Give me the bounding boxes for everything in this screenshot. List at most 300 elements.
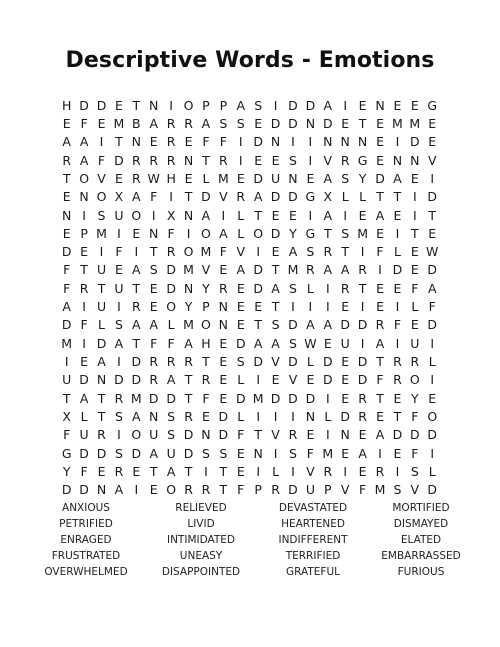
grid-letter: R xyxy=(62,152,72,168)
grid-row xyxy=(58,224,441,242)
grid-letter: R xyxy=(149,354,159,370)
grid-letter: L xyxy=(341,189,349,205)
grid-letter: T xyxy=(132,280,141,296)
grid-letter: O xyxy=(166,482,177,498)
grid-letter: A xyxy=(236,97,246,113)
grid-letter: S xyxy=(410,463,419,479)
grid-letter: R xyxy=(271,482,280,498)
grid-letter: D xyxy=(340,408,351,424)
grid-letter: E xyxy=(219,262,228,278)
grid-letter: N xyxy=(183,207,194,223)
grid-letter: N xyxy=(149,408,159,424)
grid-letter: L xyxy=(306,280,314,296)
grid-letter: T xyxy=(149,463,158,479)
grid-letter: D xyxy=(410,427,420,443)
grid-letter: F xyxy=(167,335,175,351)
grid-letter: M xyxy=(96,225,107,241)
grid-letter: D xyxy=(131,354,142,370)
grid-letter: N xyxy=(96,372,107,388)
grid-letter: N xyxy=(149,225,159,241)
grid-letter: I xyxy=(412,189,417,205)
grid-letter: T xyxy=(271,299,280,315)
grid-letter: U xyxy=(149,427,159,443)
grid-letter: A xyxy=(166,463,176,479)
grid-letter: M xyxy=(217,170,229,186)
grid-letter: I xyxy=(134,244,139,260)
grid-letter: E xyxy=(219,372,228,388)
grid-letter: E xyxy=(62,189,71,205)
grid-letter: P xyxy=(202,299,210,315)
grid-letter: N xyxy=(62,207,72,223)
grid-letter: A xyxy=(236,262,246,278)
grid-row xyxy=(58,279,441,297)
grid-letter: T xyxy=(428,207,437,223)
grid-letter: T xyxy=(202,152,210,168)
grid-letter: U xyxy=(340,335,350,351)
grid-letter: R xyxy=(149,152,159,168)
grid-letter: N xyxy=(392,152,403,168)
grid-letter: E xyxy=(236,445,245,461)
grid-letter: I xyxy=(360,299,365,315)
grid-letter: E xyxy=(393,97,402,113)
grid-letter: A xyxy=(166,372,176,388)
grid-letter: A xyxy=(132,262,141,278)
grid-letter: E xyxy=(306,170,315,186)
grid-letter: A xyxy=(393,170,402,186)
grid-letter: N xyxy=(305,115,316,131)
grid-letter: R xyxy=(323,463,333,479)
grid-letter: E xyxy=(341,372,350,388)
grid-letter: I xyxy=(221,207,226,223)
grid-letter: L xyxy=(167,317,175,333)
grid-letter: R xyxy=(236,189,246,205)
grid-letter: X xyxy=(62,408,71,424)
grid-letter: D xyxy=(270,115,281,131)
grid-letter: U xyxy=(166,445,176,461)
grid-letter: G xyxy=(357,152,368,168)
grid-letter: T xyxy=(115,134,123,150)
grid-letter: E xyxy=(219,390,228,406)
grid-letter: T xyxy=(219,463,228,479)
grid-letter: E xyxy=(149,280,158,296)
grid-letter: T xyxy=(393,408,402,424)
grid-letter: L xyxy=(237,207,245,223)
grid-letter: H xyxy=(62,97,72,113)
grid-letter: S xyxy=(341,170,350,186)
grid-letter: U xyxy=(79,427,89,443)
grid-letter: T xyxy=(97,280,106,296)
word-bank-item: ENRAGED xyxy=(60,534,112,546)
grid-letter: D xyxy=(183,427,194,443)
grid-letter: D xyxy=(427,317,438,333)
grid-letter: M xyxy=(357,225,368,241)
word-bank-item: UNEASY xyxy=(179,550,223,562)
grid-letter: L xyxy=(237,225,245,241)
grid-letter: X xyxy=(166,207,176,223)
grid-letter: Y xyxy=(289,225,297,241)
grid-letter: R xyxy=(131,299,141,315)
grid-letter: I xyxy=(99,134,104,150)
grid-letter: Y xyxy=(184,299,193,315)
grid-letter: I xyxy=(169,97,173,113)
grid-letter: D xyxy=(131,372,142,388)
grid-letter: W xyxy=(147,170,160,186)
word-bank-item: MORTIFIED xyxy=(392,502,450,514)
grid-letter: I xyxy=(256,244,261,260)
grid-letter: T xyxy=(376,390,384,406)
grid-letter: I xyxy=(291,408,295,424)
grid-letter: S xyxy=(114,317,123,333)
grid-row xyxy=(58,151,441,169)
grid-letter: D xyxy=(96,97,107,113)
grid-letter: R xyxy=(184,408,193,424)
grid-row xyxy=(58,114,441,132)
grid-letter: E xyxy=(149,482,158,498)
grid-letter: R xyxy=(184,482,193,498)
grid-letter: E xyxy=(149,134,158,150)
grid-letter: D xyxy=(305,97,316,113)
grid-letter: D xyxy=(253,134,263,150)
grid-letter: D xyxy=(79,482,89,498)
grid-letter: I xyxy=(378,445,382,461)
grid-letter: D xyxy=(288,115,298,131)
grid-letter: V xyxy=(340,482,350,498)
grid-letter: E xyxy=(428,225,437,241)
grid-letter: R xyxy=(393,372,402,388)
grid-letter: M xyxy=(322,445,334,461)
grid-letter: N xyxy=(183,152,194,168)
grid-letter: T xyxy=(219,482,228,498)
grid-letter: D xyxy=(288,482,298,498)
grid-letter: T xyxy=(62,170,71,186)
grid-letter: L xyxy=(98,317,105,333)
grid-letter: D xyxy=(288,189,298,205)
grid-letter: D xyxy=(148,390,159,406)
grid-letter: L xyxy=(324,408,332,424)
grid-letter: I xyxy=(204,463,208,479)
grid-letter: A xyxy=(271,280,280,296)
grid-letter: D xyxy=(235,390,246,406)
grid-letter: E xyxy=(62,115,71,131)
grid-letter: E xyxy=(341,354,350,370)
grid-letter: S xyxy=(306,244,315,260)
grid-letter: R xyxy=(306,262,315,278)
grid-letter: D xyxy=(288,354,298,370)
grid-letter: A xyxy=(323,262,333,278)
grid-letter: M xyxy=(287,262,299,278)
grid-letter: I xyxy=(256,408,261,424)
grid-letter: D xyxy=(79,372,89,388)
grid-letter: E xyxy=(289,207,297,223)
grid-letter: I xyxy=(360,335,365,351)
grid-letter: N xyxy=(149,97,159,113)
grid-letter: I xyxy=(343,97,348,113)
grid-letter: G xyxy=(305,189,316,205)
grid-letter: R xyxy=(114,390,124,406)
grid-letter: T xyxy=(376,189,384,205)
grid-letter: A xyxy=(288,244,298,260)
grid-letter: A xyxy=(201,207,211,223)
grid-letter: I xyxy=(273,408,278,424)
grid-letter: T xyxy=(254,317,262,333)
grid-letter: A xyxy=(323,317,333,333)
grid-letter: P xyxy=(324,482,332,498)
grid-letter: E xyxy=(80,244,89,260)
grid-letter: E xyxy=(271,244,280,260)
grid-letter: I xyxy=(117,225,121,241)
grid-letter: I xyxy=(82,207,86,223)
grid-letter: O xyxy=(427,408,438,424)
grid-letter: O xyxy=(131,207,142,223)
grid-letter: T xyxy=(184,463,193,479)
grid-letter: S xyxy=(271,317,280,333)
grid-letter: Y xyxy=(411,390,419,406)
grid-letter: E xyxy=(306,372,315,388)
grid-letter: M xyxy=(113,115,125,131)
grid-letter: T xyxy=(411,225,419,241)
grid-letter: A xyxy=(375,335,385,351)
grid-letter: E xyxy=(97,463,106,479)
grid-letter: E xyxy=(358,207,367,223)
word-bank xyxy=(27,500,473,580)
grid-letter: F xyxy=(376,244,384,260)
grid-letter: I xyxy=(169,189,173,205)
grid-letter: E xyxy=(410,317,419,333)
grid-letter: E xyxy=(376,134,384,150)
grid-row xyxy=(58,481,441,499)
grid-letter: M xyxy=(374,482,386,498)
grid-letter: T xyxy=(97,408,106,424)
grid-letter: R xyxy=(184,354,193,370)
grid-letter: G xyxy=(305,225,316,241)
word-bank-item: HEARTENED xyxy=(281,518,345,530)
grid-letter: N xyxy=(218,317,229,333)
grid-letter: O xyxy=(201,225,211,241)
grid-letter: E xyxy=(306,427,315,443)
grid-letter: V xyxy=(97,170,106,186)
grid-letter: D xyxy=(253,262,263,278)
grid-letter: S xyxy=(114,445,123,461)
grid-letter: E xyxy=(184,170,193,186)
grid-letter: T xyxy=(132,335,141,351)
grid-letter: D xyxy=(427,427,438,443)
grid-letter: I xyxy=(82,335,86,351)
grid-letter: E xyxy=(236,299,245,315)
grid-letter: F xyxy=(376,372,384,388)
grid-letter: I xyxy=(308,299,313,315)
grid-letter: U xyxy=(305,482,315,498)
grid-letter: S xyxy=(149,262,158,278)
grid-letter: L xyxy=(237,408,245,424)
grid-letter: L xyxy=(306,354,314,370)
grid-letter: D xyxy=(357,354,368,370)
grid-letter: I xyxy=(134,482,139,498)
grid-letter: D xyxy=(427,189,438,205)
grid-letter: E xyxy=(271,372,280,388)
grid-letter: D xyxy=(305,390,316,406)
grid-letter: Y xyxy=(202,280,210,296)
grid-letter: D xyxy=(183,445,194,461)
grid-letter: F xyxy=(237,482,245,498)
word-bank-item: DEVASTATED xyxy=(278,502,348,514)
grid-letter: R xyxy=(340,280,350,296)
grid-letter: E xyxy=(376,280,384,296)
grid-letter: V xyxy=(219,189,228,205)
grid-letter: Y xyxy=(358,170,367,186)
grid-letter: R xyxy=(358,262,367,278)
grid-letter: A xyxy=(79,152,89,168)
grid-letter: E xyxy=(341,445,350,461)
grid-letter: T xyxy=(358,115,367,131)
grid-letter: R xyxy=(131,152,141,168)
grid-letter: E xyxy=(236,280,245,296)
grid-letter: F xyxy=(359,482,367,498)
word-bank-item: LIVID xyxy=(187,518,215,530)
grid-letter: S xyxy=(289,280,297,296)
grid-letter: E xyxy=(410,262,419,278)
grid-letter: F xyxy=(63,427,71,443)
grid-row xyxy=(58,133,441,151)
grid-letter: E xyxy=(271,207,280,223)
grid-letter: D xyxy=(288,317,298,333)
grid-letter: E xyxy=(410,170,419,186)
grid-letter: D xyxy=(61,317,72,333)
grid-letter: P xyxy=(219,97,228,113)
grid-row xyxy=(58,389,441,407)
word-bank-item: OVERWHELMED xyxy=(44,566,128,578)
word-bank-item: FRUSTRATED xyxy=(51,550,121,562)
word-bank-item: DISMAYED xyxy=(393,518,449,530)
grid-letter: M xyxy=(252,390,264,406)
grid-letter: L xyxy=(428,463,436,479)
grid-letter: D xyxy=(357,372,368,388)
grid-letter: D xyxy=(114,372,124,388)
grid-letter: I xyxy=(430,445,435,461)
grid-letter: N xyxy=(323,134,333,150)
grid-letter: D xyxy=(357,317,368,333)
grid-letter: O xyxy=(131,427,142,443)
grid-letter: R xyxy=(97,427,106,443)
grid-letter: E xyxy=(428,115,437,131)
grid-letter: R xyxy=(340,152,350,168)
grid-letter: S xyxy=(254,97,263,113)
grid-letter: S xyxy=(97,207,106,223)
grid-letter: D xyxy=(288,97,298,113)
grid-letter: F xyxy=(393,317,402,333)
grid-letter: D xyxy=(61,244,72,260)
grid-letter: I xyxy=(325,390,330,406)
grid-letter: F xyxy=(150,189,158,205)
grid-letter: R xyxy=(323,244,333,260)
grid-letter: R xyxy=(166,244,176,260)
grid-letter: U xyxy=(62,372,72,388)
grid-letter: F xyxy=(306,445,314,461)
grid-letter: E xyxy=(341,299,350,315)
grid-letter: D xyxy=(253,170,263,186)
grid-letter: F xyxy=(115,244,123,260)
grid-letter: A xyxy=(219,225,228,241)
grid-letter: T xyxy=(149,244,158,260)
grid-letter: I xyxy=(430,170,435,186)
grid-letter: E xyxy=(184,134,193,150)
grid-row xyxy=(58,462,441,480)
grid-letter: I xyxy=(325,280,330,296)
grid-letter: R xyxy=(166,134,176,150)
grid-letter: A xyxy=(306,317,315,333)
grid-letter: D xyxy=(218,427,229,443)
grid-letter: M xyxy=(200,244,212,260)
grid-letter: D xyxy=(166,262,176,278)
grid-letter: D xyxy=(375,170,385,186)
grid-letter: I xyxy=(308,134,313,150)
grid-letter: E xyxy=(393,445,402,461)
grid-letter: D xyxy=(322,115,333,131)
grid-letter: S xyxy=(289,445,297,461)
grid-letter: R xyxy=(201,372,211,388)
grid-letter: N xyxy=(96,482,107,498)
grid-letter: D xyxy=(79,445,89,461)
grid-letter: E xyxy=(376,152,384,168)
grid-letter: D xyxy=(61,482,72,498)
grid-letter: E xyxy=(219,335,228,351)
grid-letter: L xyxy=(428,354,436,370)
grid-letter: S xyxy=(289,335,297,351)
grid-letter: E xyxy=(271,152,280,168)
grid-letter: T xyxy=(254,427,262,443)
grid-letter: S xyxy=(114,408,123,424)
grid-letter: F xyxy=(219,134,227,150)
grid-letter: N xyxy=(288,170,298,186)
grid-letter: E xyxy=(132,463,141,479)
grid-letter: R xyxy=(410,354,420,370)
grid-letter: I xyxy=(238,134,243,150)
grid-letter: I xyxy=(238,152,243,168)
grid-letter: E xyxy=(341,390,350,406)
grid-letter: E xyxy=(358,97,367,113)
grid-row xyxy=(58,444,441,462)
grid-letter: R xyxy=(375,463,385,479)
grid-letter: I xyxy=(378,262,382,278)
grid-letter: L xyxy=(202,170,210,186)
word-bank-item: ANXIOUS xyxy=(62,502,110,514)
grid-letter: I xyxy=(256,372,261,388)
grid-letter: A xyxy=(97,354,106,370)
grid-letter: D xyxy=(427,482,438,498)
grid-letter: D xyxy=(218,408,229,424)
grid-letter: I xyxy=(291,134,295,150)
grid-letter: M xyxy=(61,335,73,351)
grid-letter: E xyxy=(358,427,367,443)
grid-letter: I xyxy=(325,299,330,315)
grid-letter: I xyxy=(291,299,295,315)
grid-letter: D xyxy=(131,445,142,461)
grid-letter: T xyxy=(341,244,350,260)
grid-letter: R xyxy=(184,115,193,131)
grid-letter: A xyxy=(201,115,211,131)
grid-letter: R xyxy=(288,427,298,443)
grid-letter: F xyxy=(411,445,419,461)
grid-letter: M xyxy=(409,115,421,131)
grid-letter: N xyxy=(305,408,316,424)
grid-letter: N xyxy=(357,134,368,150)
grid-letter: X xyxy=(114,189,124,205)
grid-letter: S xyxy=(167,408,176,424)
grid-letter: A xyxy=(79,134,89,150)
grid-letter: E xyxy=(393,390,402,406)
grid-letter: S xyxy=(219,445,228,461)
grid-letter: U xyxy=(96,299,107,315)
grid-row xyxy=(58,371,441,389)
